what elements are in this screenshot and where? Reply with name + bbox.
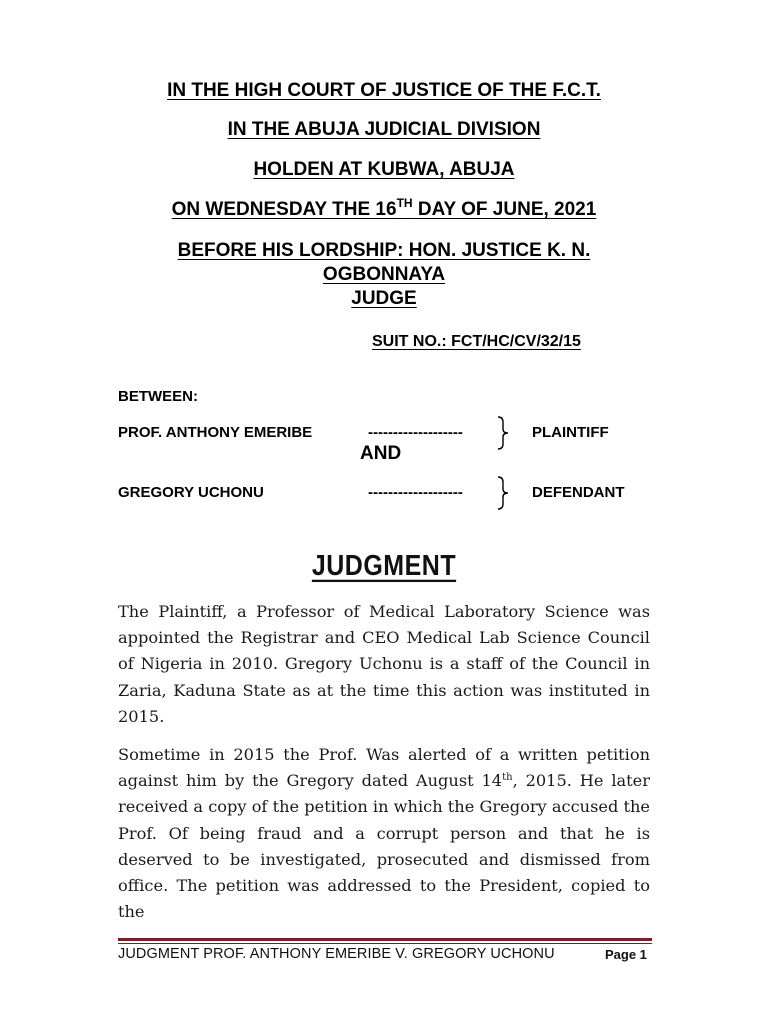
division-heading: IN THE ABUJA JUDICIAL DIVISION <box>227 119 541 140</box>
date-heading <box>118 196 650 221</box>
date-heading-rest: DAY OF JUNE, 2021 <box>412 199 597 220</box>
footer-case-title: JUDGMENT PROF. ANTHONY EMERIBE V. GREGORY UCHONU <box>118 946 555 962</box>
paragraph-2-lead: Sometime in 2015 the Prof. Was alerted of a written petition against him by the Gregory dated August 14 <box>118 745 650 791</box>
paragraph-2-rest: , 2015. He later received a copy of the petition in which the Gregory accused the Prof. Of being fraud and a corrupt person and that he is deserved to be investigated, prosecuted and dismissed from office. The petition was addressed to the President, copied to the <box>118 771 650 922</box>
plaintiff-name: PROF. ANTHONY EMERIBE <box>118 424 313 441</box>
defendant-name: GREGORY UCHONU <box>118 484 264 501</box>
between-label: BETWEEN: <box>118 388 198 405</box>
defendant-dashes: ------------------- <box>368 484 463 501</box>
plaintiff-dashes: ------------------- <box>368 424 463 441</box>
footer-rule-thick <box>118 938 652 941</box>
judge-heading-line3: JUDGE <box>351 288 417 309</box>
body-paragraph-2 <box>118 742 650 925</box>
venue-heading: HOLDEN AT KUBWA, ABUJA <box>253 159 515 180</box>
court-name-heading: IN THE HIGH COURT OF JUSTICE OF THE F.C.T. <box>167 80 601 101</box>
paragraph-2-ordinal-suffix: th <box>502 772 513 784</box>
date-ordinal-suffix: TH <box>396 196 413 210</box>
judge-heading-line2: OGBONNAYA <box>322 264 446 285</box>
plaintiff-role: PLAINTIFF <box>532 424 609 441</box>
defendant-role: DEFENDANT <box>532 484 625 501</box>
plaintiff-brace-icon <box>496 416 510 450</box>
page-number: Page 1 <box>605 947 647 962</box>
defendant-brace-icon <box>496 476 510 510</box>
suit-number: SUIT NO.: FCT/HC/CV/32/15 <box>372 333 581 350</box>
judgment-title: JUDGMENT <box>311 549 457 583</box>
and-separator: AND <box>360 443 402 464</box>
date-heading-main: ON WEDNESDAY THE 16 <box>171 199 397 220</box>
footer-rule-thin <box>118 943 652 944</box>
judge-heading-line1: BEFORE HIS LORDSHIP: HON. JUSTICE K. N. <box>177 240 591 261</box>
body-paragraph-1: The Plaintiff, a Professor of Medical Laboratory Science was appointed the Registrar and CEO Medical Lab Science Council of Nigeria in 2010. Gregory Uchonu is a staff of the Council in Zaria, Kaduna State as at the time this action was instituted in 2015. <box>118 602 650 726</box>
